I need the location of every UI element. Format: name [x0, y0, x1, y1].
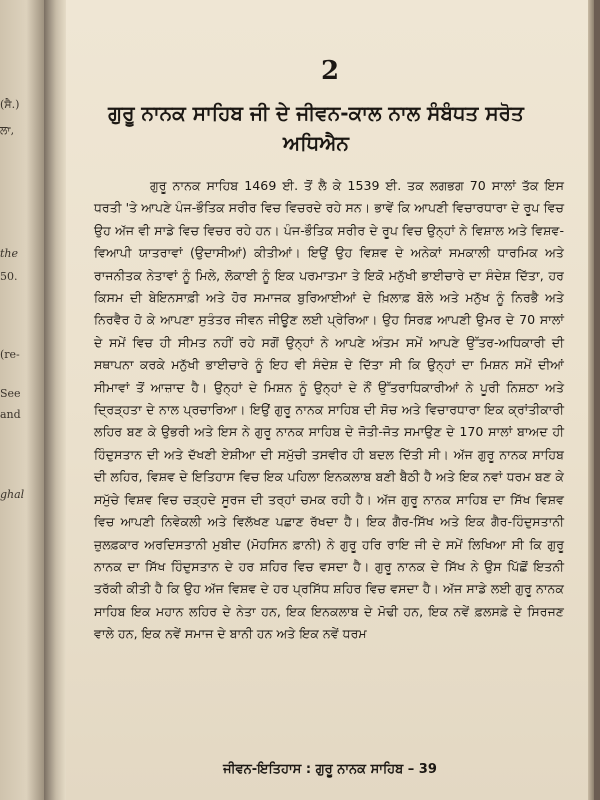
facing-page-fragment: ਲਾ,: [0, 124, 15, 137]
book-page: [66, 0, 594, 800]
body-paragraph: ਗੁਰੂ ਨਾਨਕ ਸਾਹਿਬ 1469 ਈ. ਤੋਂ ਲੈ ਕੇ 1539 ਈ. ਤਕ ਲਗਭਗ 70 ਸਾਲਾਂ ਤੱਕ ਇਸ ਧਰਤੀ 'ਤੇ ਆਪਣੇ ਪੰਜ-ਭੌਤਿਕ ਸਰੀਰ ਵਿਚ ਵਿਚਰਦੇ ਰਹੇ ਸਨ। ਭਾਵੇਂ ਕਿ ਆਪਣੀ ਵਿਚਾਰਧਾਰਾ ਦੇ ਰੂਪ ਵਿਚ ਉਹ ਅੱਜ ਵੀ ਸਾਡੇ ਵਿਚ ਵਿਚਰ ਰਹੇ ਹਨ। ਪੰਜ-ਭੌਤਿਕ ਸਰੀਰ ਦੇ ਰੂਪ ਵਿਚ ਉਨ੍ਹਾਂ ਨੇ ਵਿਸ਼ਾਲ ਅਤੇ ਵਿਸ਼ਵ-ਵਿਆਪੀ ਯਾਤਰਾਵਾਂ (ਉਦਾਸੀਆਂ) ਕੀਤੀਆਂ। ਇਉਂ ਉਹ ਵਿਸ਼ਵ ਦੇ ਅਨੇਕਾਂ ਸਮਕਾਲੀ ਧਾਰਮਿਕ ਅਤੇ ਰਾਜਨੀਤਕ ਨੇਤਾਵਾਂ ਨੂੰ ਮਿਲੇ, ਲੋਕਾਈ ਨੂੰ ਇਕ ਪਰਮਾਤਮਾ ਤੇ ਇਕੋ ਮਨੁੱਖੀ ਭਾਈਚਾਰੇ ਦਾ ਸੰਦੇਸ਼ ਦਿੱਤਾ, ਹਰ ਕਿਸਮ ਦੀ ਬੇਇਨਸਾਫ਼ੀ ਅਤੇ ਹੋਰ ਸਮਾਜਕ ਬੁਰਿਆਈਆਂ ਦੇ ਖ਼ਿਲਾਫ਼ ਬੋਲੇ ਅਤੇ ਮਨੁੱਖ ਨੂੰ ਨਿਰਭੈ ਅਤੇ ਨਿਰਵੈਰ ਹੋ ਕੇ ਆਪਣਾ ਸੁਤੰਤਰ ਜੀਵਨ ਜੀਊਣ ਲਈ ਪ੍ਰੇਰਿਆ। ਉਹ ਸਿਰਫ਼ ਆਪਣੀ ਉਮਰ ਦੇ 70 ਸਾਲਾਂ ਦੇ ਸਮੇਂ ਵਿਚ ਹੀ ਸੀਮਤ ਨਹੀਂ ਰਹੇ ਸਗੋਂ ਉਨ੍ਹਾਂ ਨੇ ਆਪਣੇ ਅੰਤਮ ਸਮੇਂ ਆਪਣੇ ਉੱਤਰ-ਅਧਿਕਾਰੀ ਦੀ ਸਥਾਪਨਾ ਕਰਕੇ ਮਨੁੱਖੀ ਭਾਈਚਾਰੇ ਨੂੰ ਇਹ ਵੀ ਸੰਦੇਸ਼ ਦੇ ਦਿੱਤਾ ਸੀ ਕਿ ਉਨ੍ਹਾਂ ਦਾ ਮਿਸ਼ਨ ਸਮੇਂ ਦੀਆਂ ਸੀਮਾਵਾਂ ਤੋਂ ਆਜ਼ਾਦ ਹੈ। ਉਨ੍ਹਾਂ ਦੇ ਮਿਸ਼ਨ ਨੂੰ ਉਨ੍ਹਾਂ ਦੇ ਨੌਂ ਉੱਤਰਾਧਿਕਾਰੀਆਂ ਨੇ ਪੂਰੀ ਨਿਸ਼ਠਾ ਅਤੇ ਦ੍ਰਿੜ੍ਹਤਾ ਦੇ ਨਾਲ ਪ੍ਰਚਾਰਿਆ। ਇਉਂ ਗੁਰੂ ਨਾਨਕ ਸਾਹਿਬ ਦੀ ਸੋਚ ਅਤੇ ਵਿਚਾਰਧਾਰਾ ਇਕ ਕ੍ਰਾਂਤੀਕਾਰੀ ਲਹਿਰ ਬਣ ਕੇ ਉਭਰੀ ਅਤੇ ਇਸ ਨੇ ਗੁਰੂ ਨਾਨਕ ਸਾਹਿਬ ਦੇ ਜੋਤੀ-ਜੋਤ ਸਮਾਉਣ ਦੇ 170 ਸਾਲਾਂ ਬਾਅਦ ਹੀ ਹਿੰਦੁਸਤਾਨ ਦੀ ਅਤੇ ਦੱਖਣੀ ਏਸ਼ੀਆ ਦੀ ਸਮੁੱਚੀ ਤਸਵੀਰ ਹੀ ਬਦਲ ਦਿੱਤੀ ਸੀ। ਅੱਜ ਗੁਰੂ ਨਾਨਕ ਸਾਹਿਬ ਦੀ ਲਹਿਰ, ਵਿਸ਼ਵ ਦੇ ਇਤਿਹਾਸ ਵਿਚ ਇਕ ਪਹਿਲਾ ਇਨਕਲਾਬ ਬਣੀ ਬੈਠੀ ਹੈ ਅਤੇ ਇਕ ਨਵਾਂ ਧਰਮ ਬਣ ਕੇ ਸਮੁੱਚੇ ਵਿਸ਼ਵ ਵਿਚ ਚੜ੍ਹਦੇ ਸੂਰਜ ਦੀ ਤਰ੍ਹਾਂ ਚਮਕ ਰਹੀ ਹੈ। ਅੱਜ ਗੁਰੂ ਨਾਨਕ ਸਾਹਿਬ ਦਾ ਸਿੱਖ ਵਿਸ਼ਵ ਵਿਚ ਆਪਣੀ ਨਿਵੇਕਲੀ ਅਤੇ ਵਿਲੱਖਣ ਪਛਾਣ ਰੱਖਦਾ ਹੈ। ਇਕ ਗੈਰ-ਸਿੱਖ ਅਤੇ ਇਕ ਗੈਰ-ਹਿੰਦੁਸਤਾਨੀ ਜ਼ੁਲਫ਼ਕਾਰ ਅਰਦਿਸਤਾਨੀ ਮੁਬੀਦ (ਮੋਹਸਿਨ ਫ਼ਾਨੀ) ਨੇ ਗੁਰੂ ਹਰਿ ਰਾਇ ਜੀ ਦੇ ਸਮੇਂ ਲਿਖਿਆ ਸੀ ਕਿ ਗੁਰੂ ਨਾਨਕ ਦਾ ਸਿੱਖ ਹਿੰਦੁਸਤਾਨ ਦੇ ਹਰ ਸ਼ਹਿਰ ਵਿਚ ਵਸਦਾ ਹੈ। ਗੁਰੂ ਨਾਨਕ ਦੇ ਸਿੱਖ ਨੇ ਉਸ ਪਿੱਛੋਂ ਇਤਨੀ ਤਰੱਕੀ ਕੀਤੀ ਹੈ ਕਿ ਉਹ ਅੱਜ ਵਿਸ਼ਵ ਦੇ ਹਰ ਪ੍ਰਸਿੱਧ ਸ਼ਹਿਰ ਵਿਚ ਵਸਦਾ ਹੈ। ਅੱਜ ਸਾਡੇ ਲਈ ਗੁਰੂ ਨਾਨਕ ਸਾਹਿਬ ਇਕ ਮਹਾਨ ਲਹਿਰ ਦੇ ਨੇਤਾ ਹਨ, ਇਕ ਇਨਕਲਾਬ ਦੇ ਮੋਢੀ ਹਨ, ਇਕ ਨਵੇਂ ਫ਼ਲਸਫ਼ੇ ਦੇ ਸਿਰਜਣ ਵਾਲੇ ਹਨ, ਇਕ ਨਵੇਂ ਸਮਾਜ ਦੇ ਬਾਨੀ ਹਨ ਅਤੇ ਇਕ ਨਵੇਂ ਧਰਮ: [94, 178, 564, 642]
facing-page-fragment: 50.: [0, 270, 18, 283]
chapter-title: ਗੁਰੂ ਨਾਨਕ ਸਾਹਿਬ ਜੀ ਦੇ ਜੀਵਨ-ਕਾਲ ਨਾਲ ਸੰਬੰਧਤ ਸਰੋਤ ਅਧਿਐਨ: [108, 101, 524, 155]
facing-page-fragment: (ਸੈ.): [0, 98, 20, 111]
chapter-number: 2: [320, 56, 340, 86]
facing-page-fragment: (re-: [0, 348, 20, 361]
book-gutter: [44, 0, 66, 800]
facing-page-fragment: See: [0, 387, 21, 400]
facing-page-fragment: ghal: [0, 488, 25, 501]
facing-page-edge: [0, 0, 44, 800]
page-edge: [588, 0, 594, 800]
running-footer: ਜੀਵਨ-ਇਤਿਹਾਸ : ਗੁਰੂ ਨਾਨਕ ਸਾਹਿਬ – 39: [223, 762, 437, 777]
facing-page-fragment: and: [0, 408, 21, 421]
facing-page-fragment: the: [0, 247, 19, 260]
